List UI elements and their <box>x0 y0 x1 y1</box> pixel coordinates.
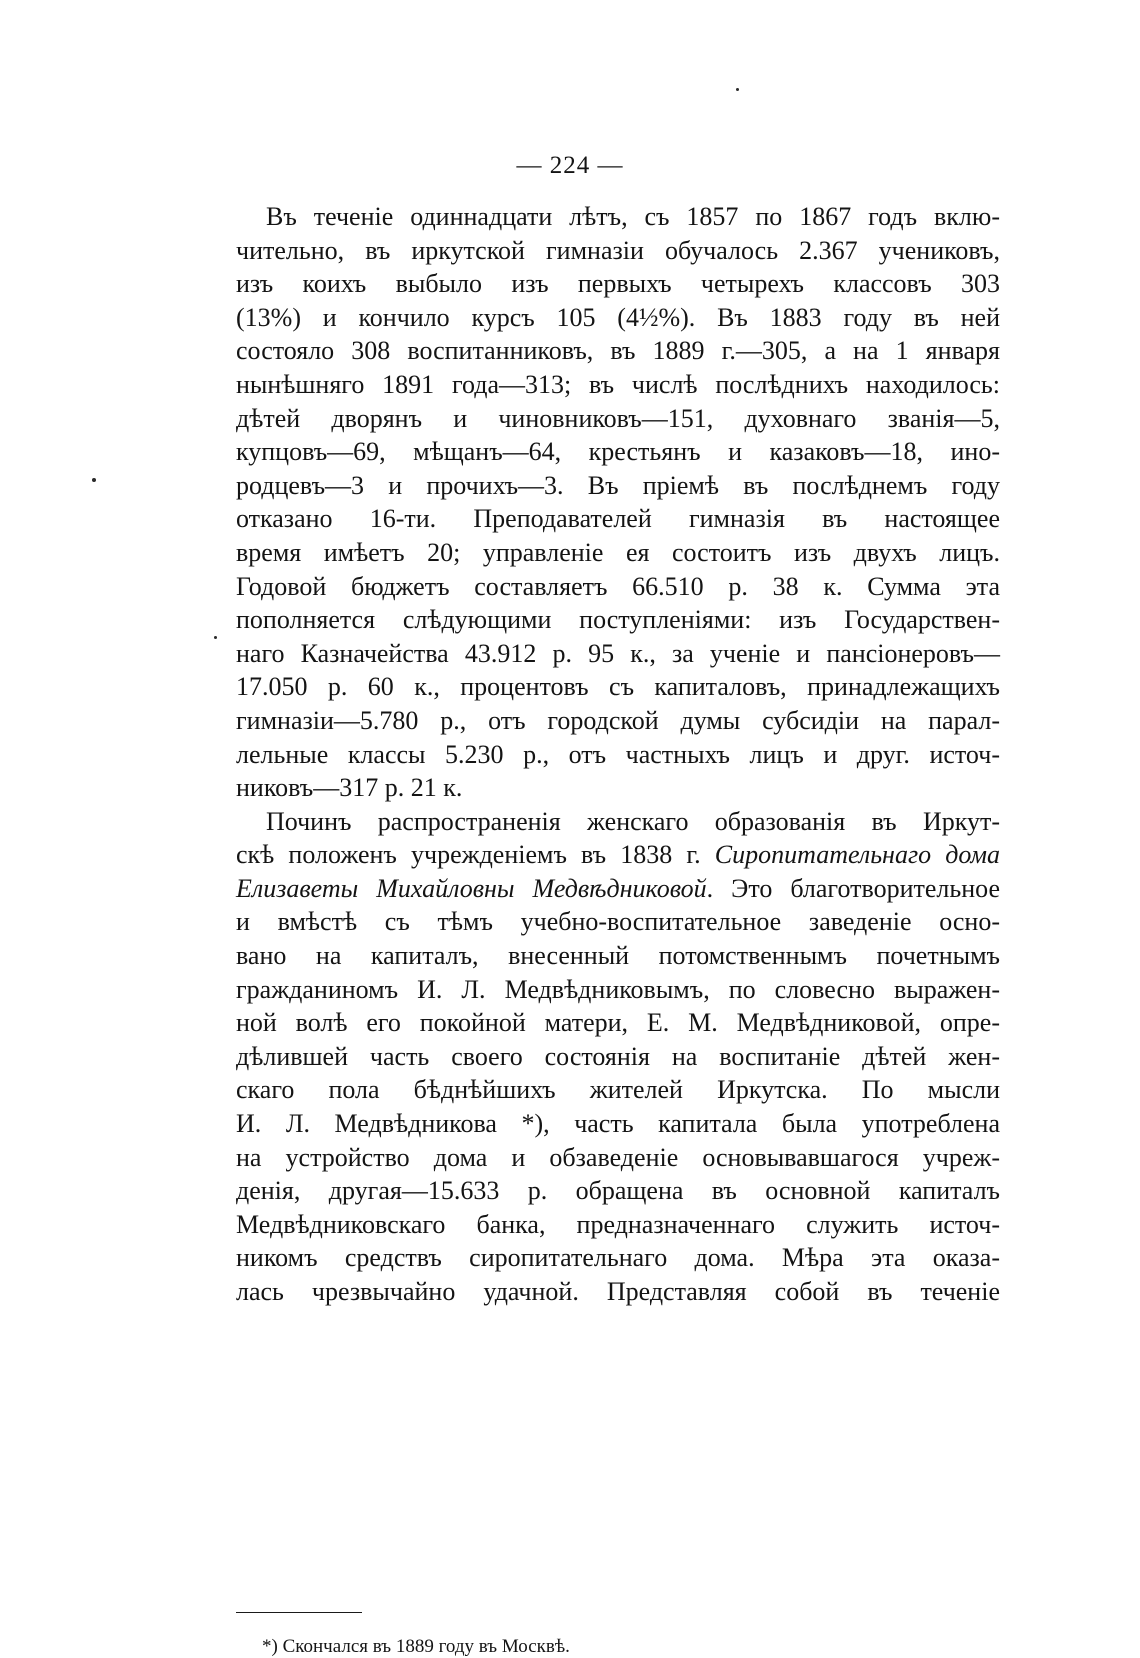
italic-title-run: Елизаветы Михайловны Медвѣдниковой <box>236 873 707 903</box>
print-speck <box>214 636 217 639</box>
text-line <box>236 872 1000 906</box>
text-line: ной волѣ его покойной матери, Е. М. Медвѣдниковой, опре- <box>236 1008 1000 1038</box>
print-speck <box>736 88 739 91</box>
text-line: нынѣшняго 1891 года—313; въ числѣ послѣднихъ находилось: <box>236 369 1000 399</box>
text-line: на устройство дома и обзаведеніе основывавшагося учреж- <box>236 1142 1000 1172</box>
text-line: купцовъ—69, мѣщанъ—64, крестьянъ и казаковъ—18, ино- <box>236 437 1000 467</box>
footnote-divider <box>236 1612 362 1613</box>
text-line: вано на капиталъ, внесенный потомственнымъ почетнымъ <box>236 941 1000 971</box>
text-line: дѣлившей часть своего состоянія на воспитаніе дѣтей жен- <box>236 1041 1000 1071</box>
text-line: Медвѣдниковскаго банка, предназначеннаго служить источ- <box>236 1209 1000 1239</box>
text-line: денія, другая—15.633 р. обращена въ основной капиталъ <box>236 1176 1000 1206</box>
text-line: Въ теченіе одиннадцати лѣтъ, съ 1857 по 1867 годъ вклю- <box>266 202 1000 231</box>
text-line: гимназіи—5.780 р., отъ городской думы субсидіи на парал- <box>236 705 1000 735</box>
page-number: — 224 — <box>516 152 624 179</box>
text-line <box>236 838 1000 872</box>
text-line: 17.050 р. 60 к., процентовъ съ капиталовъ, принадлежащихъ <box>236 672 1000 702</box>
italic-title-run: Сиропитательнаго дома <box>714 840 1000 870</box>
text-line: изъ коихъ выбыло изъ первыхъ четырехъ классовъ 303 <box>236 269 1000 299</box>
paragraph-2 <box>236 805 1000 1309</box>
paragraph-1 <box>236 200 1000 805</box>
text-run: . Это благотворительное <box>706 873 1000 903</box>
print-speck <box>92 478 96 482</box>
text-line: отказано 16-ти. Преподавателей гимназія въ настоящее <box>236 504 1000 534</box>
text-line: Годовой бюджетъ составляетъ 66.510 р. 38 к. Сумма эта <box>236 571 1000 601</box>
body-text <box>236 200 1000 1309</box>
text-line: наго Казначейства 43.912 р. 95 к., за ученіе и пансіонеровъ— <box>236 638 1000 668</box>
text-run: скѣ положенъ учрежденіемъ въ 1838 г. <box>236 840 715 870</box>
footnote: *) Скончался въ 1889 году въ Москвѣ. <box>262 1636 570 1657</box>
text-line: (13%) и кончило курсъ 105 (4½%). Въ 1883 году въ ней <box>236 302 1000 332</box>
text-line: Починъ распространенія женскаго образованія въ Иркут- <box>266 806 1000 836</box>
text-line: состояло 308 воспитанниковъ, въ 1889 г.—305, а на 1 января <box>236 336 1000 366</box>
text-line: И. Л. Медвѣдникова *), часть капитала была употреблена <box>236 1109 1000 1139</box>
text-line: никовъ—317 р. 21 к. <box>236 773 463 803</box>
text-line: пополняется слѣдующими поступленіями: изъ Государствен- <box>236 605 1000 635</box>
text-line: лельные классы 5.230 р., отъ частныхъ лицъ и друг. источ- <box>236 739 1000 769</box>
text-line: время имѣетъ 20; управленіе ея состоитъ изъ двухъ лицъ. <box>236 537 1000 567</box>
text-line: скаго пола бѣднѣйшихъ жителей Иркутска. По мысли <box>236 1075 1000 1105</box>
text-line: чительно, въ иркутской гимназіи обучалось 2.367 учениковъ, <box>236 235 1000 265</box>
text-line: дѣтей дворянъ и чиновниковъ—151, духовнаго званія—5, <box>236 403 1000 433</box>
text-line: гражданиномъ И. Л. Медвѣдниковымъ, по словесно выражен- <box>236 974 1000 1004</box>
text-line: родцевъ—3 и прочихъ—3. Въ пріемѣ въ послѣднемъ году <box>236 470 1000 500</box>
text-line: лась чрезвычайно удачной. Представляя собой въ теченіе <box>236 1277 1000 1306</box>
text-line: и вмѣстѣ съ тѣмъ учебно-воспитательное заведеніе осно- <box>236 907 1000 937</box>
text-line: никомъ средствъ сиропитательнаго дома. Мѣра эта оказа- <box>236 1243 1000 1273</box>
